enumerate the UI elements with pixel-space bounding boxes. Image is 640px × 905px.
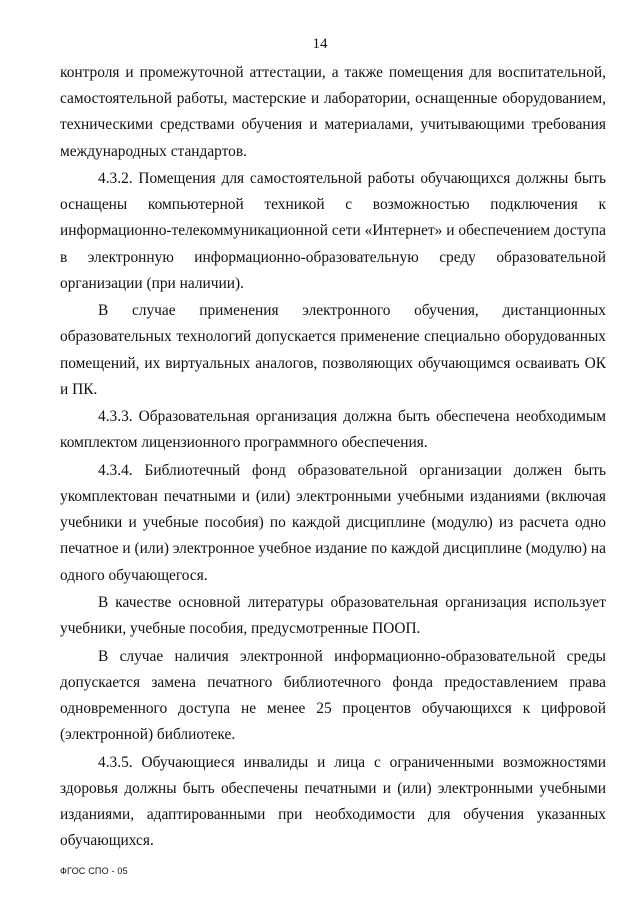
paragraph-4-3-2: 4.3.2. Помещения для самостоятельной работы обучающихся должны быть оснащены компьютерной техникой с возможностью подключения к информационно-телекоммуникационной сети «Интернет» и обеспечением доступа в электронную информационно-образовательную среду образовательной организации (при наличии). — [60, 170, 606, 292]
footer-document-code: ФГОС СПО - 05 — [60, 866, 128, 876]
paragraph-e-learning: В случае применения электронного обучения, дистанционных образовательных технологий допускается применение специально оборудованных помещений, их виртуальных аналогов, позволяющих обучающимся осваивать ОК и ПК. — [60, 302, 606, 398]
paragraph-4-3-5: 4.3.5. Обучающиеся инвалиды и лица с ограниченными возможностями здоровья должны быть обеспечены печатными и (или) электронными учебными изданиями, адаптированными при необходимости для обучения указанных обучающихся. — [60, 753, 606, 850]
document-body — [60, 60, 606, 856]
page-number: 14 — [312, 36, 328, 52]
paragraph-4-3-3: 4.3.3. Образовательная организация должна быть обеспечена необходимым комплектом лицензионного программного обеспечения. — [60, 408, 606, 452]
paragraph-core-literature: В качестве основной литературы образовательная организация использует учебники, учебные пособия, предусмотренные ПООП. — [60, 594, 606, 638]
paragraph-continued: контроля и промежуточной аттестации, а также помещения для воспитательной, самостоятельной работы, мастерские и лаборатории, оснащенные оборудованием, техническими средствами обучения и материалами, учитывающими требования международных стандартов. — [60, 64, 606, 160]
paragraph-digital-library: В случае наличия электронной информационно-образовательной среды допускается замена печатного библиотечного фонда предоставлением права одновременного доступа не менее 25 процентов обучающихся к цифровой (электронной) библиотеке. — [60, 647, 606, 744]
paragraph-4-3-4: 4.3.4. Библиотечный фонд образовательной организации должен быть укомплектован печатными и (или) электронными учебными изданиями (включая учебники и учебные пособия) по каждой дисциплине (модулю) из расчета одно печатное и (или) электронное учебное издание по каждой дисциплине (модулю) на одного обучающегося. — [60, 461, 606, 584]
